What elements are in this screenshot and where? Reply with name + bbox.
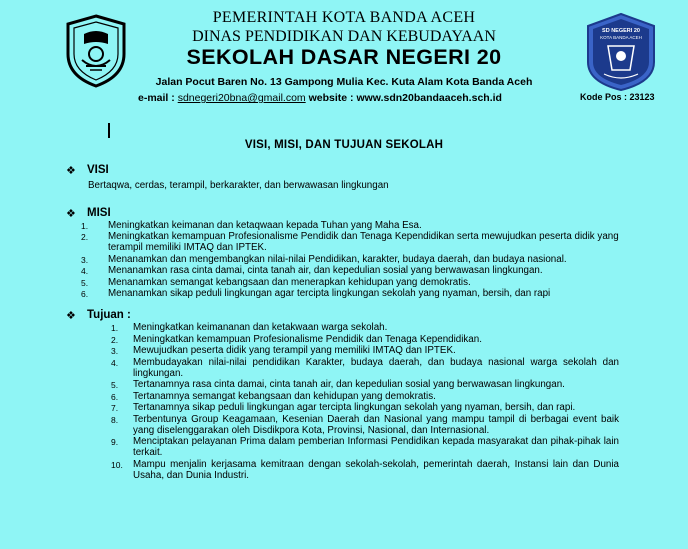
school-name: SEKOLAH DASAR NEGERI 20 <box>186 45 502 69</box>
list-item <box>111 436 619 458</box>
list-item-number: 2. <box>111 334 119 345</box>
list-item <box>111 413 619 436</box>
list-item-number: 1. <box>111 323 119 333</box>
list-item-number: 9. <box>111 437 119 447</box>
department-name: DINAS PENDIDIKAN DAN KEBUDAYAAN <box>192 28 496 45</box>
list-item-number: 1. <box>81 221 89 231</box>
list-item-number: 3. <box>81 254 89 265</box>
list-item-text: Terbentunya Group Keagamaan, Kesenian Daerah dan Nasional yang mampu tampil di berbagai event baik yang diselenggarakan oleh Disdikpora Kota, Provinsi, Nasional, dan Internasional. <box>133 413 619 436</box>
misi-list <box>81 220 623 299</box>
list-item <box>111 322 619 333</box>
badge-text-top: SD NEGERI 20 <box>602 28 640 34</box>
list-item-text: Menanamkan sikap peduli lingkungan agar tercipta lingkungan sekolah yang nyaman, bersih, dan rapi <box>108 287 551 299</box>
list-item-text: Membudayakan nilai-nilai pendidikan Karakter, budaya daerah, dan budaya nasional warga sekolah dan lingkungan. <box>133 356 619 379</box>
text-cursor <box>108 123 110 138</box>
visi-heading: VISI <box>87 164 109 176</box>
diamond-bullet-icon: ❖ <box>66 165 76 177</box>
list-item-text: Tertanamnya rasa cinta damai, cinta tanah air, dan kepedulian sosial yang berwawasan lingkungan. <box>133 379 565 390</box>
list-item-number: 10. <box>111 459 123 470</box>
list-item-text: Menanamkan dan mengembangkan nilai-nilai Pendidikan, karakter, budaya daerah, dan budaya nasional. <box>108 253 567 265</box>
website-label: website : <box>308 92 354 104</box>
misi-heading: MISI <box>87 207 111 219</box>
list-item <box>81 276 623 288</box>
list-item <box>81 253 623 265</box>
list-item-text: Mewujudkan peserta didik yang terampil yang memiliki IMTAQ dan IPTEK. <box>133 345 456 356</box>
list-item-number: 4. <box>111 357 119 368</box>
list-item <box>111 345 619 356</box>
list-item-text: Tertanamnya sikap peduli lingkungan agar tercipta lingkungan sekolah yang nyaman, bersih, dan rapi. <box>133 402 576 413</box>
list-item-number: 2. <box>81 232 89 243</box>
diamond-bullet-icon: ❖ <box>66 310 76 322</box>
list-item-number: 6. <box>81 288 89 299</box>
list-item <box>81 287 623 299</box>
document-title: VISI, MISI, DAN TUJUAN SEKOLAH <box>244 139 444 151</box>
list-item-number: 8. <box>111 414 119 425</box>
list-item <box>111 390 619 402</box>
list-item-text: Menciptakan pelayanan Prima dalam pemberian Informasi Pendidikan kepada masyarakat dan pihak-pihak lain terkait. <box>133 436 619 458</box>
badge-text-mid: KOTA BANDA ACEH <box>600 35 642 40</box>
list-item <box>81 220 623 231</box>
list-item-text: Meningkatkan kemampuan Profesionalisme Pendidik dan Tenaga Kependidikan. <box>133 333 482 345</box>
list-item <box>111 458 619 481</box>
list-item-text: Meningkatkan keimanan dan ketaqwaan kepada Tuhan yang Maha Esa. <box>108 220 422 231</box>
tujuan-heading: Tujuan : <box>87 309 131 321</box>
list-item-number: 6. <box>111 391 119 402</box>
list-item-text: Menanamkan semangat kebangsaan dan menerapkan kehidupan yang demokratis. <box>108 276 471 288</box>
list-item-text: Meningkatkan kemampuan Profesionalisme Pendidik dan Tenaga Kependidikan serta mewujudkan peserta didik yang terampil memiliki IMTAQ dan IPTEK. <box>108 231 619 254</box>
list-item <box>111 379 619 390</box>
tujuan-list <box>111 322 619 481</box>
list-item-number: 5. <box>81 277 89 288</box>
list-item-text: Meningkatkan keimananan dan ketakwaan warga sekolah. <box>133 322 388 333</box>
email-link[interactable]: sdnegeri20bna@gmail.com <box>177 92 306 104</box>
list-item <box>111 356 619 379</box>
list-item <box>111 333 619 345</box>
visi-text: Bertaqwa, cerdas, terampil, berkarakter, dan berwawasan lingkungan <box>88 180 389 191</box>
list-item <box>81 265 623 277</box>
website-text: www.sdn20bandaaceh.sch.id <box>356 92 502 104</box>
contact-line <box>138 92 502 104</box>
government-name: PEMERINTAH KOTA BANDA ACEH <box>212 9 476 26</box>
diamond-bullet-icon: ❖ <box>66 208 76 220</box>
list-item <box>111 402 619 413</box>
list-item-number: 7. <box>111 403 119 413</box>
list-item-text: Tertanamnya semangat kebangsaan dan kehidupan yang demokratis. <box>133 390 436 402</box>
list-item-number: 4. <box>81 266 89 277</box>
email-label: e-mail : <box>138 92 175 104</box>
postal-code: Kode Pos : 23123 <box>580 92 655 102</box>
school-address: Jalan Pocut Baren No. 13 Gampong Mulia Kec. Kuta Alam Kota Banda Aceh <box>155 76 533 88</box>
list-item-text: Mampu menjalin kerjasama kemitraan dengan sekolah-sekolah, pemerintah daerah, Instansi lain dan Dunia Usaha, dan Dunia Industri. <box>133 458 619 481</box>
list-item <box>81 231 623 254</box>
list-item-number: 5. <box>111 380 119 390</box>
list-item-text: Menanamkan rasa cinta damai, cinta tanah air, dan kepedulian sosial yang berwawasan lingkungan. <box>108 265 543 277</box>
school-badge-icon <box>584 12 658 92</box>
list-item-number: 3. <box>111 346 119 356</box>
